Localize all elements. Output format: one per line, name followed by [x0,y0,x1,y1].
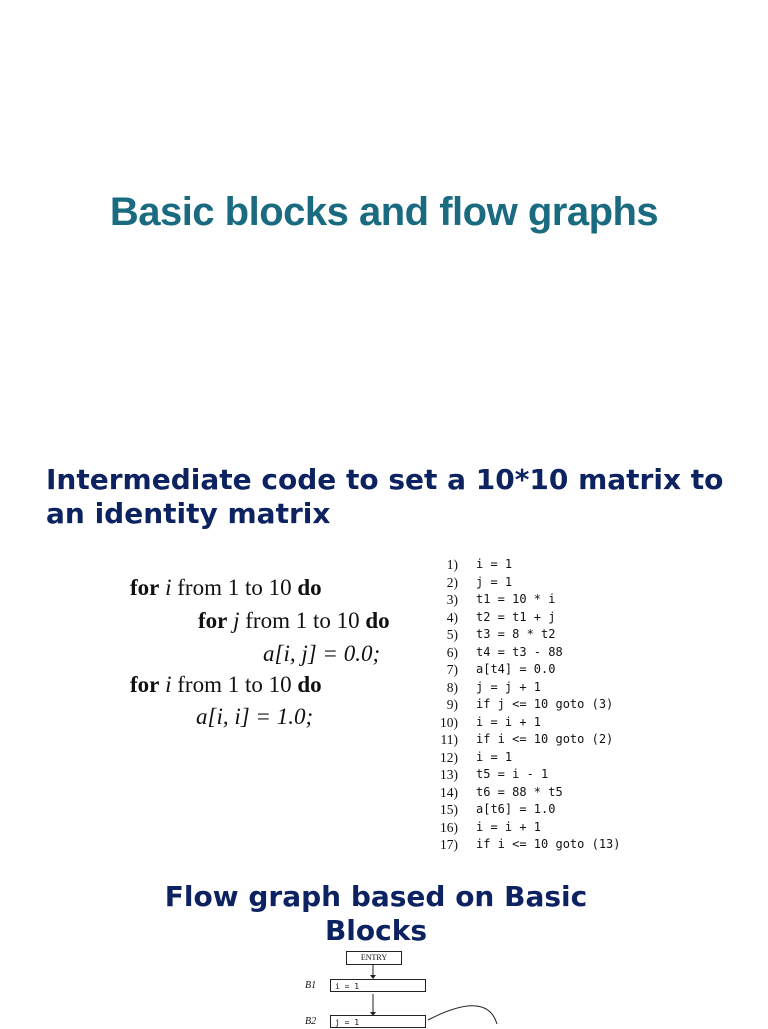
code-line-number: 7) [446,662,458,677]
block-label-text: B1 [305,980,317,991]
keyword-for: for [130,575,160,600]
code-line-number: 17) [440,837,458,852]
code-statement: if i <= 10 goto (13) [476,837,621,851]
code-line-number: 16) [440,819,458,835]
code-line-number: 14) [440,784,458,800]
loop-variable: i [165,672,172,697]
code-statement: a[t4] = 0.0 [476,662,556,676]
loop-range: from 1 to 10 [177,672,292,697]
source-line-4 [130,672,322,698]
source-line-5: a[i, i] = 1.0; [196,704,314,729]
code-statement: a[t6] = 1.0 [476,802,556,816]
source-line-3: a[i, j] = 0.0; [263,641,381,666]
intermediate-code-heading: Intermediate code to set a 10*10 matrix to an identity matrix [46,463,724,530]
keyword-for: for [130,672,160,697]
code-line-number: 1) [446,557,458,572]
code-statement: i = 1 [476,749,513,764]
code-statement: if i <= 10 goto (2) [476,732,614,746]
code-statement: t6 = 88 * t5 [476,784,563,799]
basic-block-b1: i = 1 [330,979,426,992]
keyword-do: do [297,575,322,600]
basic-block-b2: j = 1 [330,1015,426,1028]
code-statement: i = i + 1 [476,714,542,729]
code-statement: i = i + 1 [476,819,542,834]
code-statement: j = j + 1 [476,679,542,694]
loop-variable: j [233,608,240,633]
block-label-b1 [305,980,316,991]
keyword-for: for [198,608,228,633]
entry-node: ENTRY [346,951,402,965]
code-statement: t4 = t3 - 88 [476,644,563,659]
flow-graph-heading: Flow graph based on Basic Blocks [164,880,588,947]
code-line-number: 12) [440,749,458,765]
code-line-number: 3) [446,592,458,607]
block-label-b2 [305,1016,316,1027]
code-line-number: 2) [446,574,458,590]
loop-variable: i [165,575,172,600]
edge-loop-back [428,1006,498,1024]
block-label-text: B2 [305,1016,317,1027]
code-line-number: 6) [446,644,458,660]
code-line-number: 5) [446,627,458,642]
loop-range: from 1 to 10 [177,575,292,600]
code-statement: t1 = 10 * i [476,592,556,606]
keyword-do: do [297,672,322,697]
code-line-number: 4) [446,609,458,625]
code-line-number: 15) [440,802,458,817]
code-line-number: 11) [440,732,458,747]
code-statement: i = 1 [476,557,513,571]
code-statement: t3 = 8 * t2 [476,627,556,641]
code-statement: if j <= 10 goto (3) [476,697,614,711]
source-line-1 [130,575,322,601]
code-line-number: 13) [440,767,458,782]
code-statement: t2 = t1 + j [476,609,556,624]
code-statement: j = 1 [476,574,513,589]
code-line-number: 9) [446,697,458,712]
code-statement: t5 = i - 1 [476,767,549,781]
keyword-do: do [365,608,390,633]
loop-range: from 1 to 10 [245,608,360,633]
code-line-number: 10) [440,714,458,730]
slide-title: Basic blocks and flow graphs [109,190,659,234]
source-line-2 [198,608,390,634]
code-line-number: 8) [446,679,458,695]
